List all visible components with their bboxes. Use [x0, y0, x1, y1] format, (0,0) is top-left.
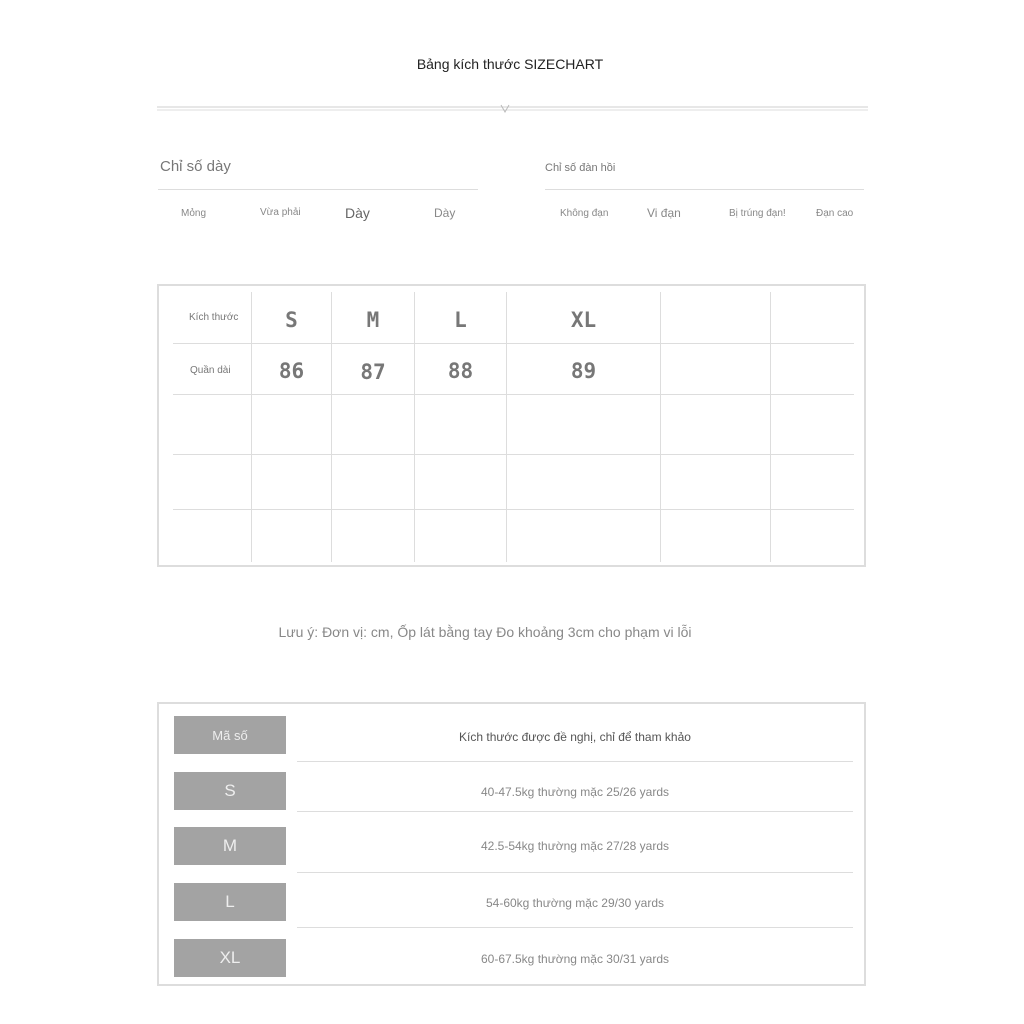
desc-header: Kích thước được đề nghị, chỉ để tham khảo [459, 730, 691, 744]
code-s: S [174, 772, 286, 810]
measurement-note: Lưu ý: Đơn vị: cm, Ốp lát bằng tay Đo khoảng 3cm cho phạm vi lỗi [278, 624, 692, 640]
value-xl: 89 [570, 359, 597, 383]
size-table [157, 284, 866, 567]
desc-xl: 60-67.5kg thường mặc 30/31 yards [480, 952, 669, 966]
page-title: Bảng kích thước SIZECHART [416, 56, 604, 72]
elasticity-title: Chỉ số đàn hồi [545, 162, 616, 174]
code-m: M [174, 827, 286, 865]
row-label-trousers: Quần dài [190, 365, 231, 376]
table-row-divider [173, 343, 854, 344]
thickness-underline [158, 189, 478, 190]
value-l: 88 [447, 359, 474, 383]
table-column-divider [770, 292, 771, 562]
table-row-divider [297, 761, 853, 762]
size-header-s: S [285, 308, 298, 332]
desc-s: 40-47.5kg thường mặc 25/26 yards [480, 785, 669, 799]
thickness-option-2: Vừa phải [260, 207, 301, 218]
elasticity-option-4: Đạn cao [816, 208, 854, 219]
reference-table [157, 702, 866, 986]
thickness-option-3: Dày [345, 205, 370, 221]
code-header: Mã số [174, 716, 286, 754]
table-row-divider [173, 454, 854, 455]
size-header-l: L [454, 308, 467, 332]
size-header-label: Kích thước [189, 312, 239, 323]
table-column-divider [251, 292, 252, 562]
table-column-divider [331, 292, 332, 562]
thickness-title: Chỉ số dày [160, 158, 231, 175]
thickness-option-4: Dày [434, 206, 456, 220]
table-row-divider [297, 927, 853, 928]
code-l: L [174, 883, 286, 921]
elasticity-option-3: Bị trúng đạn! [729, 208, 786, 219]
table-column-divider [660, 292, 661, 562]
elasticity-underline [545, 189, 864, 190]
elasticity-option-2: Vi đạn [647, 206, 681, 220]
code-xl: XL [174, 939, 286, 977]
value-s: 86 [278, 359, 305, 383]
elasticity-option-1: Không đạn [560, 208, 609, 219]
size-header-m: M [366, 308, 380, 332]
size-header-xl: XL [570, 308, 597, 332]
table-row-divider [173, 509, 854, 510]
desc-m: 42.5-54kg thường mặc 27/28 yards [480, 839, 669, 853]
title-divider [157, 103, 868, 113]
table-column-divider [414, 292, 415, 562]
table-row-divider [297, 811, 853, 812]
thickness-option-1: Mỏng [181, 208, 207, 219]
table-row-divider [297, 872, 853, 873]
desc-l: 54-60kg thường mặc 29/30 yards [485, 896, 664, 910]
table-column-divider [506, 292, 507, 562]
value-m: 87 [360, 360, 386, 384]
table-row-divider [173, 394, 854, 395]
